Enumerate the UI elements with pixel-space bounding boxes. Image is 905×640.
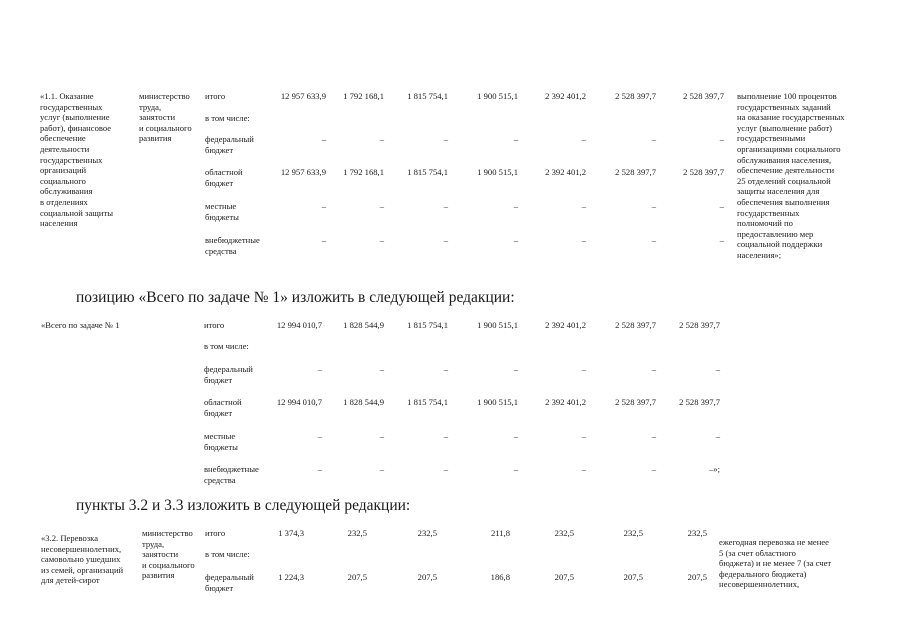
item-3-2-result: ежегодная перевозка не менее 5 (за счет областного бюджета) и не менее 7 (за счет федерального бюджета) несовершеннолетних, bbox=[719, 537, 832, 590]
value-cell: 2 528 397,7 bbox=[683, 91, 724, 101]
value-cell: 207,5 bbox=[623, 572, 643, 582]
value-cell: – bbox=[379, 201, 384, 211]
value-cell: – bbox=[513, 364, 518, 374]
value-cell: 1 792 168,1 bbox=[343, 91, 384, 101]
value-cell: – bbox=[651, 464, 656, 474]
value-cell: 1 792 168,1 bbox=[343, 167, 384, 177]
value-cell: – bbox=[719, 235, 724, 245]
task-1-1-name: «1.1. Оказание государственных услуг (выполнение работ), финансовое обеспечение деятельности государственных организаций социального обслуживания в отделениях социальной защиты населения bbox=[40, 91, 114, 229]
value-cell: 207,5 bbox=[687, 572, 707, 582]
value-cell: – bbox=[581, 431, 586, 441]
row-label: местные бюджеты bbox=[205, 201, 239, 222]
row-label: областной бюджет bbox=[205, 167, 243, 188]
value-cell: – bbox=[651, 134, 656, 144]
value-cell: – bbox=[715, 431, 720, 441]
row-label: итого bbox=[205, 528, 226, 538]
task-1-1-executor: министерство труда, занятости и социального развития bbox=[139, 91, 192, 144]
value-cell: – bbox=[379, 431, 384, 441]
value-cell: – bbox=[321, 201, 326, 211]
row-label: итого bbox=[205, 91, 226, 101]
value-cell: – bbox=[379, 134, 384, 144]
value-cell: 2 528 397,7 bbox=[615, 167, 656, 177]
value-cell: 2 528 397,7 bbox=[679, 320, 720, 330]
value-cell: 207,5 bbox=[554, 572, 574, 582]
value-cell: 1 815 754,1 bbox=[407, 91, 448, 101]
value-cell: 1 900 515,1 bbox=[477, 397, 518, 407]
heading-items-3-2-3-3: пункты 3.2 и 3.3 изложить в следующей редакции: bbox=[76, 497, 411, 514]
value-cell: – bbox=[443, 364, 448, 374]
value-cell: 186,8 bbox=[490, 572, 510, 582]
value-cell: – bbox=[719, 201, 724, 211]
value-cell: 232,5 bbox=[347, 528, 367, 538]
value-cell: 1 828 544,9 bbox=[343, 397, 384, 407]
row-label: местные бюджеты bbox=[204, 431, 238, 452]
value-cell: – bbox=[513, 235, 518, 245]
row-label: в том числе: bbox=[205, 113, 250, 123]
row-label: федеральный бюджет bbox=[205, 572, 254, 593]
value-cell: – bbox=[443, 201, 448, 211]
value-cell: 2 392 401,2 bbox=[545, 320, 586, 330]
value-cell: –»; bbox=[709, 464, 720, 474]
value-cell: 207,5 bbox=[417, 572, 437, 582]
value-cell: 232,5 bbox=[554, 528, 574, 538]
value-cell: 1 900 515,1 bbox=[477, 167, 518, 177]
value-cell: – bbox=[379, 464, 384, 474]
item-3-2-name: «3.2. Перевозка несовершеннолетних, самовольно ушедших из семей, организаций для детей-сирот bbox=[41, 533, 124, 586]
value-cell: – bbox=[443, 134, 448, 144]
value-cell: 232,5 bbox=[687, 528, 707, 538]
value-cell: – bbox=[651, 364, 656, 374]
value-cell: 2 392 401,2 bbox=[545, 167, 586, 177]
value-cell: 2 392 401,2 bbox=[545, 397, 586, 407]
value-cell: – bbox=[581, 134, 586, 144]
total-task-1-name: «Всего по задаче № 1 bbox=[41, 320, 120, 330]
value-cell: 1 900 515,1 bbox=[477, 320, 518, 330]
value-cell: 1 374,3 bbox=[278, 528, 304, 538]
value-cell: 232,5 bbox=[417, 528, 437, 538]
row-label: внебюджетные средства bbox=[205, 235, 260, 256]
value-cell: – bbox=[513, 431, 518, 441]
value-cell: – bbox=[719, 134, 724, 144]
value-cell: – bbox=[321, 235, 326, 245]
value-cell: 2 392 401,2 bbox=[545, 91, 586, 101]
row-label: областной бюджет bbox=[204, 397, 242, 418]
value-cell: – bbox=[651, 201, 656, 211]
value-cell: 1 900 515,1 bbox=[477, 91, 518, 101]
row-label: в том числе: bbox=[204, 341, 249, 351]
value-cell: 1 815 754,1 bbox=[407, 397, 448, 407]
row-label: федеральный бюджет bbox=[204, 364, 253, 385]
value-cell: – bbox=[443, 431, 448, 441]
value-cell: 2 528 397,7 bbox=[679, 397, 720, 407]
item-3-2-executor: министерство труда, занятости и социального развития bbox=[142, 528, 195, 581]
value-cell: – bbox=[317, 431, 322, 441]
value-cell: 2 528 397,7 bbox=[615, 320, 656, 330]
value-cell: – bbox=[513, 201, 518, 211]
value-cell: 2 528 397,7 bbox=[615, 91, 656, 101]
value-cell: – bbox=[651, 235, 656, 245]
value-cell: 1 815 754,1 bbox=[407, 167, 448, 177]
value-cell: 1 224,3 bbox=[278, 572, 304, 582]
value-cell: 12 957 633,9 bbox=[280, 167, 326, 177]
value-cell: – bbox=[715, 364, 720, 374]
value-cell: – bbox=[581, 464, 586, 474]
value-cell: 211,8 bbox=[490, 528, 510, 538]
value-cell: 207,5 bbox=[347, 572, 367, 582]
value-cell: – bbox=[443, 235, 448, 245]
value-cell: – bbox=[651, 431, 656, 441]
row-label: внебюджетные средства bbox=[204, 464, 259, 485]
value-cell: – bbox=[581, 201, 586, 211]
row-label: итого bbox=[204, 320, 225, 330]
row-label: федеральный бюджет bbox=[205, 134, 254, 155]
value-cell: – bbox=[379, 364, 384, 374]
value-cell: 12 957 633,9 bbox=[280, 91, 326, 101]
value-cell: 12 994 010,7 bbox=[276, 397, 322, 407]
value-cell: 2 528 397,7 bbox=[683, 167, 724, 177]
value-cell: – bbox=[317, 364, 322, 374]
value-cell: – bbox=[581, 235, 586, 245]
value-cell: – bbox=[317, 464, 322, 474]
value-cell: 232,5 bbox=[623, 528, 643, 538]
value-cell: – bbox=[321, 134, 326, 144]
value-cell: – bbox=[513, 464, 518, 474]
value-cell: – bbox=[581, 364, 586, 374]
value-cell: 2 528 397,7 bbox=[615, 397, 656, 407]
value-cell: 1 815 754,1 bbox=[407, 320, 448, 330]
value-cell: – bbox=[443, 464, 448, 474]
task-1-1-result: выполнение 100 процентов государственных заданий на оказание государственных услуг (выполнение работ) государственными организациями социального обслуживания населения, обеспечение деятельности 25 отделений социальной защиты населения для обеспечения выполнения государственных полномочий по предоставлению мер социальной поддержки населения»; bbox=[737, 91, 845, 260]
heading-total-task-1: позицию «Всего по задаче № 1» изложить в следующей редакции: bbox=[76, 289, 515, 306]
value-cell: – bbox=[513, 134, 518, 144]
value-cell: 1 828 544,9 bbox=[343, 320, 384, 330]
value-cell: – bbox=[379, 235, 384, 245]
row-label: в том числе: bbox=[205, 549, 250, 559]
value-cell: 12 994 010,7 bbox=[276, 320, 322, 330]
